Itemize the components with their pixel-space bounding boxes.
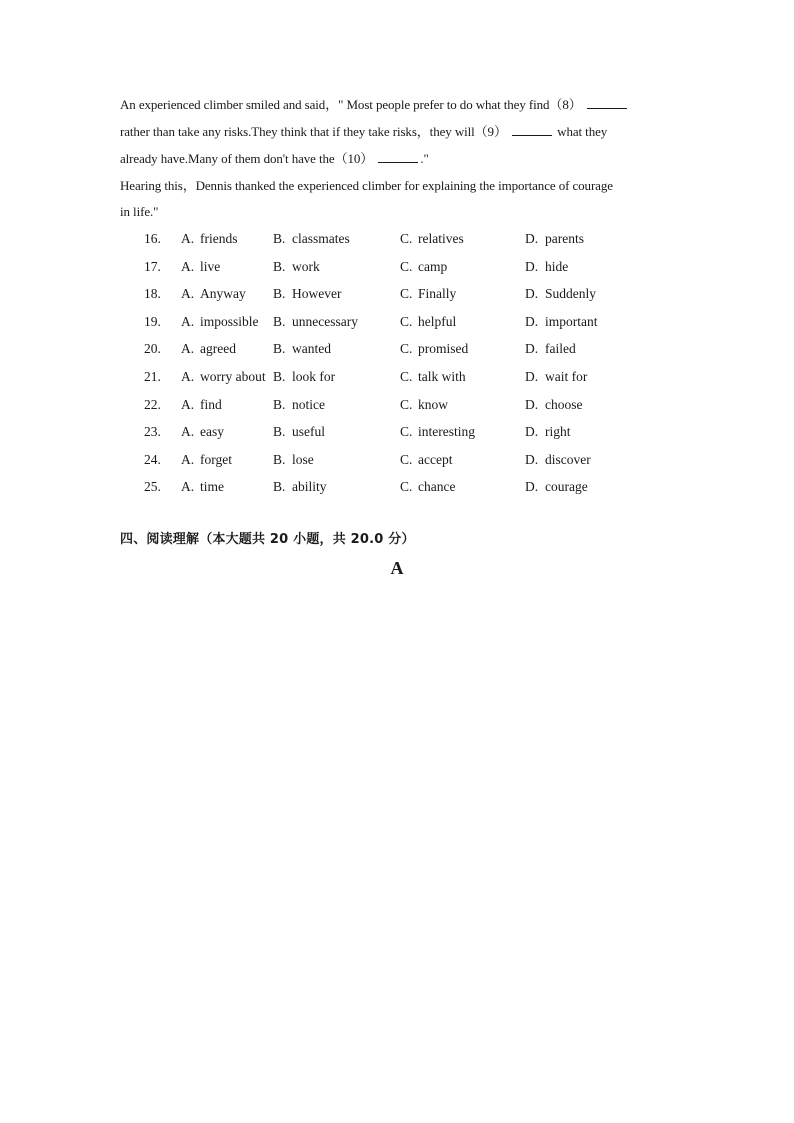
option-a-text: easy [200, 424, 224, 440]
option-b-text: wanted [292, 341, 331, 357]
question-row [0, 363, 794, 390]
passage-line-4: Hearing this，Dennis thanked the experienced climber for explaining the importance of courage [120, 178, 613, 193]
option-a-text: Anyway [200, 286, 246, 302]
passage-line-1 [120, 91, 680, 118]
option-c-letter: C. [400, 286, 413, 302]
passage-line-5: in life." [120, 204, 159, 219]
option-c-letter: C. [400, 451, 413, 467]
option-a-letter: A. [181, 341, 195, 357]
option-b-text: look for [292, 369, 336, 384]
question-row [0, 473, 794, 500]
option-d-text: courage [545, 479, 588, 495]
option-d-letter: D. [525, 231, 539, 246]
option-a-text: friends [200, 231, 238, 246]
option-c-letter: C. [400, 369, 413, 384]
option-b-text: notice [292, 396, 325, 412]
option-a-text: impossible [200, 313, 259, 329]
option-a-letter: A. [181, 451, 195, 467]
option-c-letter: C. [400, 424, 413, 440]
option-c-letter: C. [400, 479, 413, 495]
option-a-letter: A. [181, 231, 195, 246]
option-b-letter: B. [273, 231, 286, 246]
option-c-text: chance [418, 479, 456, 495]
question-number: 19. [144, 313, 161, 329]
option-d-letter: D. [525, 286, 539, 302]
option-b-letter: B. [273, 396, 286, 412]
passage-line-2 [120, 118, 680, 145]
option-b-letter: B. [273, 369, 286, 384]
question-number: 23. [144, 424, 161, 440]
question-row [0, 391, 794, 418]
option-a-letter: A. [181, 258, 195, 274]
question-row [0, 280, 794, 307]
question-row [0, 418, 794, 445]
option-b-text: work [292, 258, 320, 274]
option-a-letter: A. [181, 369, 195, 384]
option-c-letter: C. [400, 341, 413, 357]
question-number: 21. [144, 369, 161, 384]
option-d-letter: D. [525, 424, 539, 440]
question-number: 22. [144, 396, 161, 412]
option-d-letter: D. [525, 479, 539, 495]
option-b-letter: B. [273, 451, 286, 467]
passage-text: An experienced climber smiled and said，" Most people prefer to do what they find（8） [120, 97, 582, 112]
option-d-letter: D. [525, 369, 539, 384]
option-c-letter: C. [400, 231, 413, 246]
option-a-letter: A. [181, 424, 195, 440]
option-d-text: discover [545, 451, 591, 467]
option-a-letter: A. [181, 286, 195, 302]
option-d-text: parents [545, 231, 584, 246]
option-c-letter: C. [400, 396, 413, 412]
option-d-letter: D. [525, 451, 539, 467]
option-d-letter: D. [525, 258, 539, 274]
question-number: 17. [144, 258, 161, 274]
passage-text: already have.Many of them don't have the（10） [120, 151, 374, 166]
option-c-text: camp [418, 258, 448, 274]
passage-text: what they [557, 124, 608, 139]
passage-paragraph-closing [120, 173, 680, 225]
option-c-text: helpful [418, 313, 457, 329]
option-a-text: find [200, 396, 222, 412]
question-row [0, 308, 794, 335]
passage-line-3 [120, 145, 680, 172]
question-number: 18. [144, 286, 161, 302]
option-a-letter: A. [181, 396, 195, 412]
option-d-text: Suddenly [545, 286, 597, 302]
option-d-letter: D. [525, 313, 539, 329]
question-row [0, 335, 794, 362]
option-d-text: hide [545, 258, 569, 274]
option-a-text: agreed [200, 341, 236, 357]
question-number: 24. [144, 451, 161, 467]
option-d-letter: D. [525, 396, 539, 412]
section-title: A [390, 558, 404, 578]
answer-blank-8 [587, 96, 627, 109]
option-a-text: forget [200, 451, 232, 467]
option-d-text: right [545, 424, 571, 440]
option-c-text: relatives [418, 231, 464, 246]
passage-paragraph [120, 91, 680, 172]
option-a-text: time [200, 479, 224, 495]
option-c-text: interesting [418, 424, 475, 440]
option-b-text: lose [292, 451, 314, 467]
option-a-text: live [200, 258, 221, 274]
question-number: 20. [144, 341, 161, 357]
option-b-text: useful [292, 424, 325, 440]
option-b-letter: B. [273, 341, 286, 357]
option-a-letter: A. [181, 479, 195, 495]
option-c-letter: C. [400, 258, 413, 274]
option-b-letter: B. [273, 479, 286, 495]
passage-text: ." [420, 151, 429, 166]
option-a-text: worry about [200, 369, 266, 384]
question-number: 16. [144, 231, 161, 246]
question-row [0, 225, 794, 252]
answer-blank-10 [378, 150, 418, 163]
option-b-text: unnecessary [292, 313, 358, 329]
option-b-letter: B. [273, 258, 286, 274]
option-d-text: failed [545, 341, 576, 357]
section-heading: 四、阅读理解（本大题共 20 小题，共 20.0 分） [120, 532, 415, 547]
option-a-letter: A. [181, 313, 195, 329]
option-d-text: wait for [545, 369, 588, 384]
option-c-text: Finally [418, 286, 457, 302]
option-c-text: talk with [418, 369, 466, 384]
option-b-letter: B. [273, 424, 286, 440]
question-row [0, 446, 794, 473]
answer-blank-9 [512, 123, 552, 136]
option-d-text: important [545, 313, 598, 329]
option-c-text: accept [418, 451, 453, 467]
option-d-letter: D. [525, 341, 539, 357]
option-b-text: However [292, 286, 342, 302]
option-d-text: choose [545, 396, 583, 412]
option-b-text: classmates [292, 231, 350, 246]
option-b-letter: B. [273, 313, 286, 329]
question-number: 25. [144, 479, 161, 495]
option-c-text: know [418, 396, 448, 412]
option-b-text: ability [292, 479, 327, 495]
option-c-text: promised [418, 341, 469, 357]
option-b-letter: B. [273, 286, 286, 302]
question-row [0, 253, 794, 280]
option-c-letter: C. [400, 313, 413, 329]
passage-text: rather than take any risks.They think that if they take risks，they will（9） [120, 124, 507, 139]
